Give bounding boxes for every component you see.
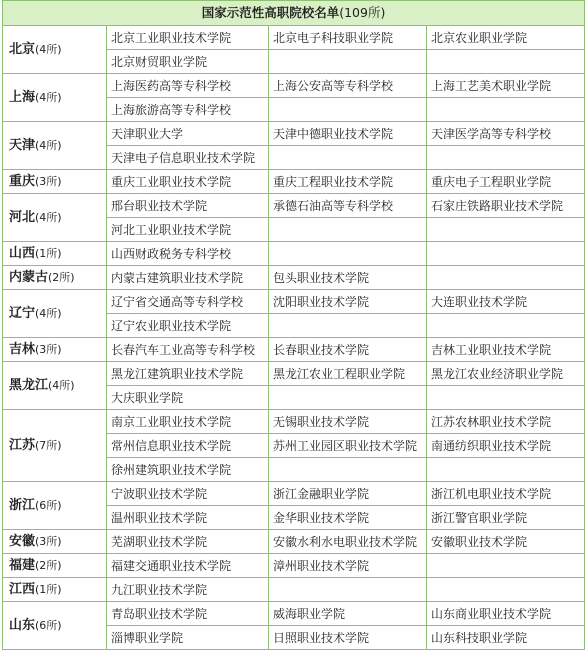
province-name: 辽宁 [9, 305, 36, 321]
school-cell: 大连职业技术学院 [427, 290, 585, 314]
school-cell: 江苏农林职业技术学院 [427, 410, 585, 434]
school-cell: 上海工艺美术职业学院 [427, 74, 585, 98]
table-row [3, 410, 585, 434]
province-count: (7所) [35, 438, 62, 452]
province-cell [3, 410, 107, 482]
province-cell [3, 482, 107, 530]
school-cell [269, 578, 427, 602]
province-name: 江西 [9, 581, 36, 597]
table-row [3, 362, 585, 386]
province-count: (3所) [35, 174, 62, 188]
school-cell: 山西财政税务专科学校 [107, 242, 269, 266]
school-cell: 南通纺织职业技术学院 [427, 434, 585, 458]
school-cell: 重庆工业职业技术学院 [107, 170, 269, 194]
school-cell [427, 578, 585, 602]
school-cell [269, 146, 427, 170]
school-cell: 青岛职业技术学院 [107, 602, 269, 626]
school-cell: 安徽职业技术学院 [427, 530, 585, 554]
province-name: 浙江 [9, 497, 36, 513]
province-count: (2所) [35, 558, 62, 572]
province-cell [3, 242, 107, 266]
school-cell: 淄博职业学院 [107, 626, 269, 650]
school-cell [427, 98, 585, 122]
school-cell: 黑龙江农业工程职业学院 [269, 362, 427, 386]
province-cell [3, 170, 107, 194]
school-cell: 天津中德职业技术学院 [269, 122, 427, 146]
province-name: 安徽 [9, 533, 36, 549]
province-name: 上海 [9, 89, 36, 105]
table-body [3, 1, 585, 650]
table-row [3, 290, 585, 314]
school-cell: 无锡职业技术学院 [269, 410, 427, 434]
province-count: (6所) [35, 618, 62, 632]
school-cell [427, 266, 585, 290]
province-count: (3所) [35, 342, 62, 356]
table-row [3, 338, 585, 362]
school-cell: 芜湖职业技术学院 [107, 530, 269, 554]
school-list-table [2, 0, 585, 650]
province-count: (1所) [35, 582, 62, 596]
table-row [3, 266, 585, 290]
school-cell: 长春汽车工业高等专科学校 [107, 338, 269, 362]
table-title [3, 1, 585, 26]
table-row [3, 242, 585, 266]
table-row [3, 74, 585, 98]
school-cell: 南京工业职业技术学院 [107, 410, 269, 434]
school-cell: 徐州建筑职业技术学院 [107, 458, 269, 482]
school-cell: 常州信息职业技术学院 [107, 434, 269, 458]
school-cell [269, 50, 427, 74]
province-count: (4所) [35, 138, 62, 152]
province-cell [3, 530, 107, 554]
school-cell [269, 314, 427, 338]
table-row [3, 194, 585, 218]
school-cell: 天津电子信息职业技术学院 [107, 146, 269, 170]
school-cell [269, 242, 427, 266]
province-count: (6所) [35, 498, 62, 512]
province-name: 江苏 [9, 437, 36, 453]
province-count: (4所) [35, 210, 62, 224]
school-cell: 邢台职业技术学院 [107, 194, 269, 218]
school-cell [427, 314, 585, 338]
province-name: 北京 [9, 41, 36, 57]
table-row [3, 602, 585, 626]
school-cell [427, 554, 585, 578]
province-cell [3, 26, 107, 74]
school-cell [269, 98, 427, 122]
table-row [3, 482, 585, 506]
school-cell: 重庆电子工程职业学院 [427, 170, 585, 194]
province-name: 河北 [9, 209, 36, 225]
school-cell: 北京电子科技职业学院 [269, 26, 427, 50]
school-cell: 宁波职业技术学院 [107, 482, 269, 506]
province-name: 内蒙古 [9, 269, 49, 285]
school-cell [269, 458, 427, 482]
school-cell: 内蒙古建筑职业技术学院 [107, 266, 269, 290]
school-cell: 威海职业学院 [269, 602, 427, 626]
school-cell: 山东商业职业技术学院 [427, 602, 585, 626]
table-row [3, 578, 585, 602]
province-cell [3, 554, 107, 578]
school-cell [427, 458, 585, 482]
province-cell [3, 578, 107, 602]
school-cell [269, 218, 427, 242]
school-cell: 苏州工业园区职业技术学院 [269, 434, 427, 458]
school-cell [427, 146, 585, 170]
province-name: 黑龙江 [9, 377, 49, 393]
table-row [3, 554, 585, 578]
province-count: (4所) [35, 42, 62, 56]
province-cell [3, 338, 107, 362]
school-cell: 北京工业职业技术学院 [107, 26, 269, 50]
school-cell: 日照职业技术学院 [269, 626, 427, 650]
school-cell: 石家庄铁路职业技术学院 [427, 194, 585, 218]
school-cell: 山东科技职业学院 [427, 626, 585, 650]
province-name: 吉林 [9, 341, 36, 357]
table-row [3, 170, 585, 194]
school-cell: 上海旅游高等专科学校 [107, 98, 269, 122]
school-cell: 承德石油高等专科学校 [269, 194, 427, 218]
table-row [3, 26, 585, 50]
school-cell: 浙江机电职业技术学院 [427, 482, 585, 506]
province-count: (3所) [35, 534, 62, 548]
table-row [3, 122, 585, 146]
school-cell: 北京财贸职业学院 [107, 50, 269, 74]
province-count: (2所) [48, 270, 75, 284]
school-cell [427, 242, 585, 266]
school-cell: 上海公安高等专科学校 [269, 74, 427, 98]
province-cell [3, 194, 107, 242]
province-name: 山西 [9, 245, 36, 261]
school-cell: 沈阳职业技术学院 [269, 290, 427, 314]
school-cell: 包头职业技术学院 [269, 266, 427, 290]
school-cell: 长春职业技术学院 [269, 338, 427, 362]
province-name: 福建 [9, 557, 36, 573]
school-cell: 安徽水利水电职业技术学院 [269, 530, 427, 554]
province-cell [3, 290, 107, 338]
school-cell [269, 386, 427, 410]
school-cell: 天津职业大学 [107, 122, 269, 146]
school-cell: 黑龙江农业经济职业学院 [427, 362, 585, 386]
school-cell [427, 218, 585, 242]
province-name: 重庆 [9, 173, 36, 189]
province-cell [3, 266, 107, 290]
school-cell: 天津医学高等专科学校 [427, 122, 585, 146]
province-cell [3, 362, 107, 410]
school-cell: 辽宁省交通高等专科学校 [107, 290, 269, 314]
school-cell: 福建交通职业技术学院 [107, 554, 269, 578]
province-name: 山东 [9, 617, 36, 633]
province-cell [3, 122, 107, 170]
school-cell: 吉林工业职业技术学院 [427, 338, 585, 362]
school-cell: 河北工业职业技术学院 [107, 218, 269, 242]
province-cell [3, 602, 107, 650]
title-count: (109所) [339, 5, 386, 20]
province-count: (4所) [48, 378, 75, 392]
title-row [3, 1, 585, 26]
school-cell [427, 50, 585, 74]
province-name: 天津 [9, 137, 36, 153]
school-cell: 金华职业技术学院 [269, 506, 427, 530]
province-count: (4所) [35, 90, 62, 104]
school-cell [427, 386, 585, 410]
school-cell: 辽宁农业职业技术学院 [107, 314, 269, 338]
province-count: (4所) [35, 306, 62, 320]
province-count: (1所) [35, 246, 62, 260]
school-cell: 黑龙江建筑职业技术学院 [107, 362, 269, 386]
school-cell: 重庆工程职业技术学院 [269, 170, 427, 194]
province-cell [3, 74, 107, 122]
school-cell: 浙江警官职业学院 [427, 506, 585, 530]
title-text: 国家示范性高职院校名单 [201, 5, 340, 20]
table-row [3, 530, 585, 554]
school-cell: 浙江金融职业学院 [269, 482, 427, 506]
school-cell: 漳州职业技术学院 [269, 554, 427, 578]
school-cell: 大庆职业学院 [107, 386, 269, 410]
school-cell: 上海医药高等专科学校 [107, 74, 269, 98]
school-cell: 九江职业技术学院 [107, 578, 269, 602]
school-cell: 北京农业职业学院 [427, 26, 585, 50]
school-cell: 温州职业技术学院 [107, 506, 269, 530]
